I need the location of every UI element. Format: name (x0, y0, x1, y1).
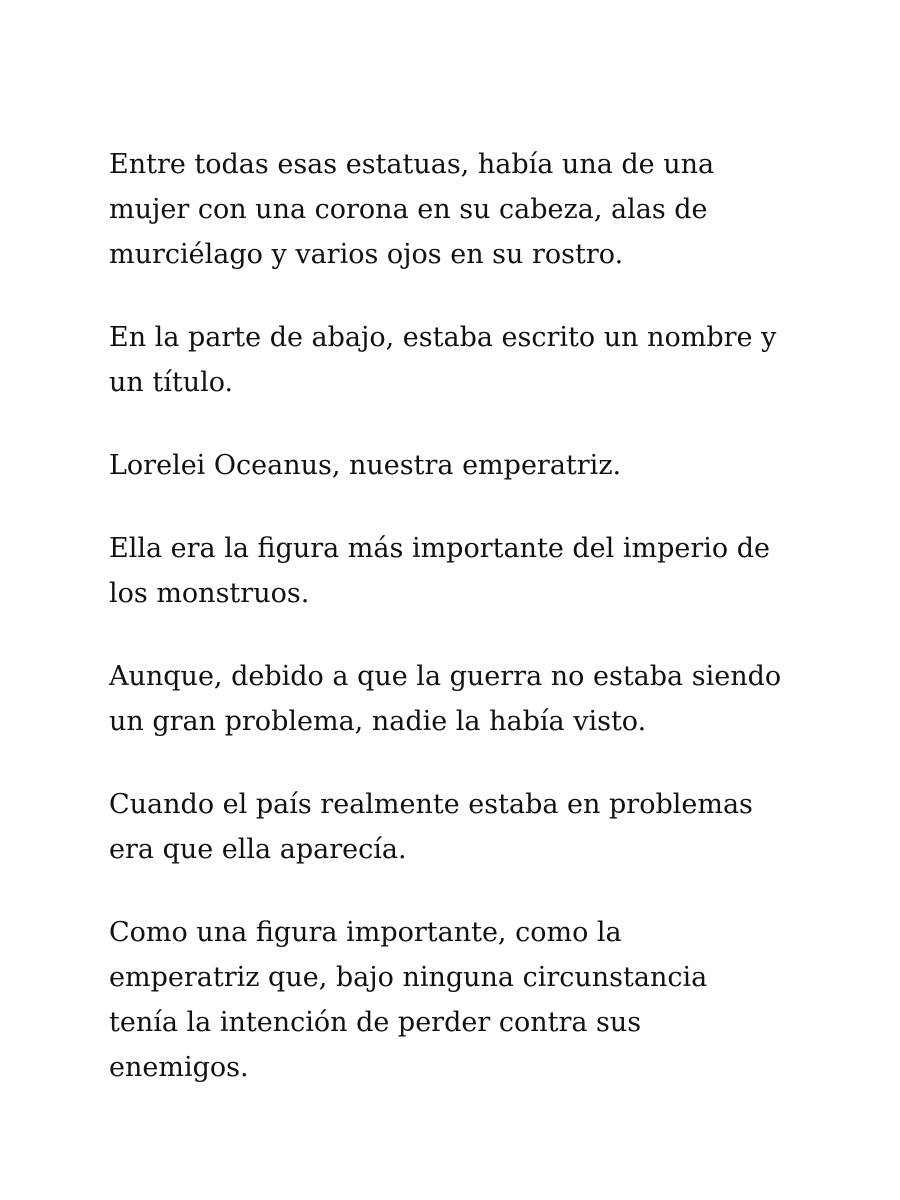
text-line: Cuando el país realmente estaba en problemas (109, 789, 753, 820)
paragraph-intention (109, 910, 809, 1090)
text-body (109, 142, 809, 1128)
text-line: enemigos. (109, 1052, 249, 1083)
paragraph-statues (109, 142, 809, 277)
text-line: tenía la intención de perder contra sus (109, 1007, 642, 1038)
text-line: Lorelei Oceanus, nuestra emperatriz. (109, 450, 622, 481)
text-line: En la parte de abajo, estaba escrito un nombre y (109, 322, 777, 353)
text-line: mujer con una corona en su cabeza, alas de (109, 194, 708, 225)
text-line: murciélago y varios ojos en su rostro. (109, 239, 624, 270)
paragraph-importance (109, 526, 809, 616)
paragraph-war (109, 654, 809, 744)
text-line: los monstruos. (109, 578, 310, 609)
paragraph-inscription (109, 315, 809, 405)
paragraph-name (109, 443, 809, 488)
text-line: un título. (109, 367, 234, 398)
paragraph-appearance (109, 782, 809, 872)
text-line: Entre todas esas estatuas, había una de una (109, 149, 715, 180)
text-line: un gran problema, nadie la había visto. (109, 706, 647, 737)
text-line: Como una figura importante, como la (109, 917, 622, 948)
text-line: Aunque, debido a que la guerra no estaba siendo (109, 661, 782, 692)
text-line: Ella era la figura más importante del imperio de (109, 533, 770, 564)
text-line: era que ella aparecía. (109, 834, 407, 865)
text-line: emperatriz que, bajo ninguna circunstancia (109, 962, 708, 993)
